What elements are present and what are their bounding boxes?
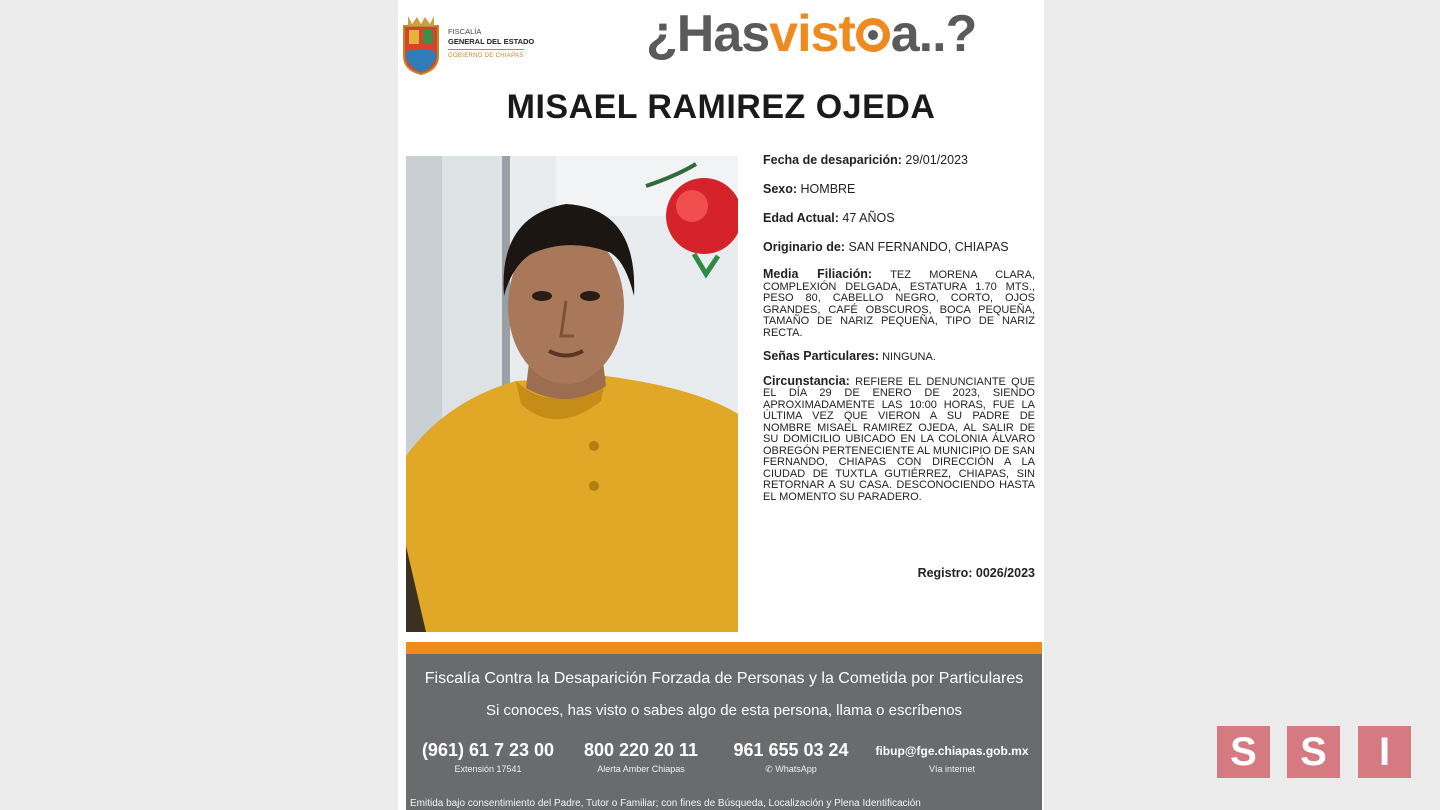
- detail-origen: [763, 240, 1035, 254]
- logo-line-1: FISCALÍA: [448, 27, 482, 36]
- detail-filiacion: [763, 269, 1035, 339]
- contact-footer: [406, 654, 1042, 810]
- filiacion-value: TEZ MORENA CLARA, COMPLEXIÓN DELGADA, ESTATURA 1.70 MTS., PESO 80, CABELLO NEGRO, CORTO, OJOS GRANDES, CAFÉ OBSCUROS, BOCA PEQUEÑA, TAMAÑO DE NARIZ PEQUEÑA, TIPO DE NARIZ RECTA.: [763, 269, 1036, 339]
- logo-line-3: GOBIERNO DE CHIAPAS: [448, 49, 524, 61]
- person-photo: [406, 156, 738, 632]
- contact-email-address: fibup@fge.chiapas.gob.mx: [875, 744, 1029, 758]
- contact-phone-office: [420, 740, 556, 774]
- fecha-value: 29/01/2023: [905, 153, 968, 167]
- edad-label: Edad Actual:: [763, 211, 839, 225]
- call-to-action: Si conoces, has visto o sabes algo de esta persona, llama o escríbenos: [485, 702, 963, 719]
- origen-value: SAN FERNANDO, CHIAPAS: [848, 240, 1009, 254]
- agency-logo-text: [448, 27, 548, 61]
- details-column: [763, 153, 1035, 515]
- detail-senas: [763, 351, 1035, 364]
- sexo-label: Sexo:: [763, 182, 798, 196]
- missing-person-poster: [398, 0, 1044, 810]
- senas-value: NINGUNA.: [882, 351, 936, 363]
- ssi-logo-letter: S: [1217, 726, 1270, 778]
- detail-sexo: [763, 182, 1035, 196]
- brand-orange: vist: [769, 5, 855, 63]
- contact-email: [874, 740, 1030, 774]
- whatsapp-icon: ✆: [765, 764, 773, 774]
- campaign-brand: [646, 4, 976, 64]
- contact-sub: Extensión 17541: [454, 764, 522, 774]
- contact-phone-amber: [576, 740, 706, 774]
- edad-value: 47 AÑOS: [842, 211, 895, 225]
- ssi-logo-letter: I: [1358, 726, 1411, 778]
- registro-number: Registro: 0026/2023: [917, 566, 1035, 580]
- detail-circunstancia: [763, 373, 1035, 504]
- origen-label: Originario de:: [763, 240, 845, 254]
- logo-line-2: GENERAL DEL ESTADO: [448, 37, 535, 46]
- contact-number: 800 220 20 11: [583, 740, 699, 760]
- sexo-value: HOMBRE: [800, 182, 856, 196]
- legal-notice: Emitida bajo consentimiento del Padre, Tutor o Familiar; con fines de Búsqueda, Localización y Plena Identificación: [410, 798, 921, 809]
- contact-sub: Alerta Amber Chiapas: [597, 764, 685, 774]
- senas-label: Señas Particulares:: [763, 349, 880, 363]
- filiacion-label: Media Filiación:: [763, 267, 873, 281]
- brand-suffix: a..?: [890, 5, 977, 63]
- contact-number: (961) 61 7 23 00: [421, 740, 555, 760]
- eye-icon: [856, 18, 890, 52]
- circ-value: REFIERE EL DENUNCIANTE QUE EL DÍA 29 DE ENERO DE 2023, SIENDO APROXIMADAMENTE LAS 10:00 HORAS, FUE LA ÚLTIMA VEZ QUE VIERON A SU PADRE DE NOMBRE MISAEL RAMIREZ OJEDA, AL SALIR DE SU DOMICILIO UBICADO EN LA COLONIA ÁLVARO OBREGÓN PERTENECIENTE AL MUNICIPIO DE SAN FERNANDO, CHIAPAS CON DIRECCIÓN A LA CIUDAD DE TUXTLA GUTIÉRREZ, CHIAPAS, SIN RETORNAR A SU CASA. DESCONOCIENDO HASTA EL MOMENTO SU PARADERO.: [763, 375, 1035, 503]
- whatsapp-label: WhatsApp: [775, 764, 817, 774]
- chiapas-coat-of-arms-icon: [400, 12, 442, 76]
- circ-label: Circunstancia:: [763, 373, 850, 388]
- contact-sub: Vía internet: [928, 764, 976, 774]
- detail-fecha: [763, 153, 1035, 167]
- orange-divider: [406, 642, 1042, 654]
- fecha-label: Fecha de desaparición:: [763, 153, 902, 167]
- contact-whatsapp: [724, 740, 858, 775]
- agency-name: Fiscalía Contra la Desaparición Forzada de Personas y la Cometida por Particulares: [424, 670, 1024, 687]
- contact-sub: [724, 764, 858, 775]
- brand-prefix: ¿Has: [646, 5, 770, 63]
- ssi-logo-letter: S: [1287, 726, 1340, 778]
- contact-number: 961 655 03 24: [733, 740, 849, 760]
- person-name: MISAEL RAMIREZ OJEDA: [506, 88, 936, 126]
- detail-edad: [763, 211, 1035, 225]
